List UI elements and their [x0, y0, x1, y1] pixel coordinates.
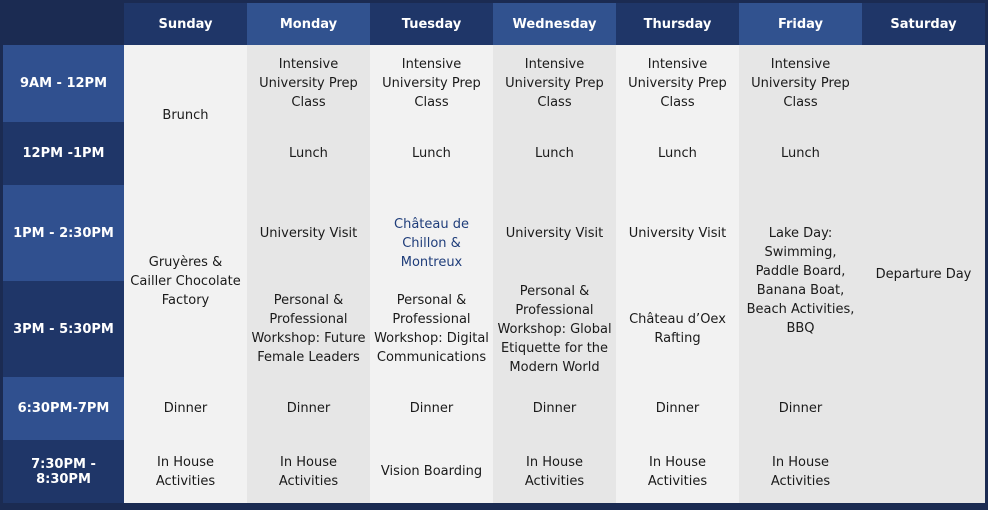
activity-cell: Dinner	[739, 377, 862, 440]
time-slot: 3PM - 5:30PM	[3, 281, 124, 377]
activity-cell: Lunch	[247, 122, 370, 185]
time-slot: 6:30PM-7PM	[3, 377, 124, 440]
activity-cell: Gruyères & Cailler Chocolate Factory	[124, 185, 247, 377]
activity-cell: In House Activities	[247, 440, 370, 503]
activity-cell: Dinner	[124, 377, 247, 440]
time-slot: 12PM -1PM	[3, 122, 124, 185]
header-wednesday: Wednesday	[493, 3, 616, 45]
activity-cell: Château d’Oex Rafting	[616, 281, 739, 377]
time-slot: 9AM - 12PM	[3, 45, 124, 122]
activity-cell: In House Activities	[124, 440, 247, 503]
activity-cell: In House Activities	[739, 440, 862, 503]
activity-cell: Dinner	[616, 377, 739, 440]
activity-cell: Vision Boarding	[370, 440, 493, 503]
schedule-table	[3, 3, 985, 503]
time-slot: 7:30PM - 8:30PM	[3, 440, 124, 503]
header-sunday: Sunday	[124, 3, 247, 45]
header-thursday: Thursday	[616, 3, 739, 45]
activity-cell: In House Activities	[616, 440, 739, 503]
activity-cell: University Visit	[493, 185, 616, 281]
activity-cell: Lunch	[739, 122, 862, 185]
activity-cell: Dinner	[247, 377, 370, 440]
activity-cell: Château de Chillon & Montreux	[370, 185, 493, 281]
header-saturday: Saturday	[862, 3, 985, 45]
activity-cell: Personal & Professional Workshop: Future Female Leaders	[247, 281, 370, 377]
activity-cell: Lunch	[493, 122, 616, 185]
activity-cell: Intensive University Prep Class	[370, 45, 493, 122]
activity-cell: Intensive University Prep Class	[247, 45, 370, 122]
activity-cell: Dinner	[493, 377, 616, 440]
header-tuesday: Tuesday	[370, 3, 493, 45]
activity-cell: Intensive University Prep Class	[739, 45, 862, 122]
activity-cell: Personal & Professional Workshop: Digital Communications	[370, 281, 493, 377]
activity-cell: Lunch	[616, 122, 739, 185]
activity-cell: Lake Day: Swimming, Paddle Board, Banana Boat, Beach Activities, BBQ	[739, 185, 862, 377]
activity-cell: Intensive University Prep Class	[493, 45, 616, 122]
activity-cell: Intensive University Prep Class	[616, 45, 739, 122]
activity-cell: Departure Day	[862, 45, 985, 503]
activity-cell: University Visit	[616, 185, 739, 281]
corner-cell	[3, 3, 124, 45]
activity-cell: Brunch	[124, 45, 247, 185]
header-friday: Friday	[739, 3, 862, 45]
activity-cell: Dinner	[370, 377, 493, 440]
activity-cell: Personal & Professional Workshop: Global Etiquette for the Modern World	[493, 281, 616, 377]
time-slot: 1PM - 2:30PM	[3, 185, 124, 281]
activity-cell: University Visit	[247, 185, 370, 281]
activity-cell: Lunch	[370, 122, 493, 185]
activity-cell: In House Activities	[493, 440, 616, 503]
header-monday: Monday	[247, 3, 370, 45]
